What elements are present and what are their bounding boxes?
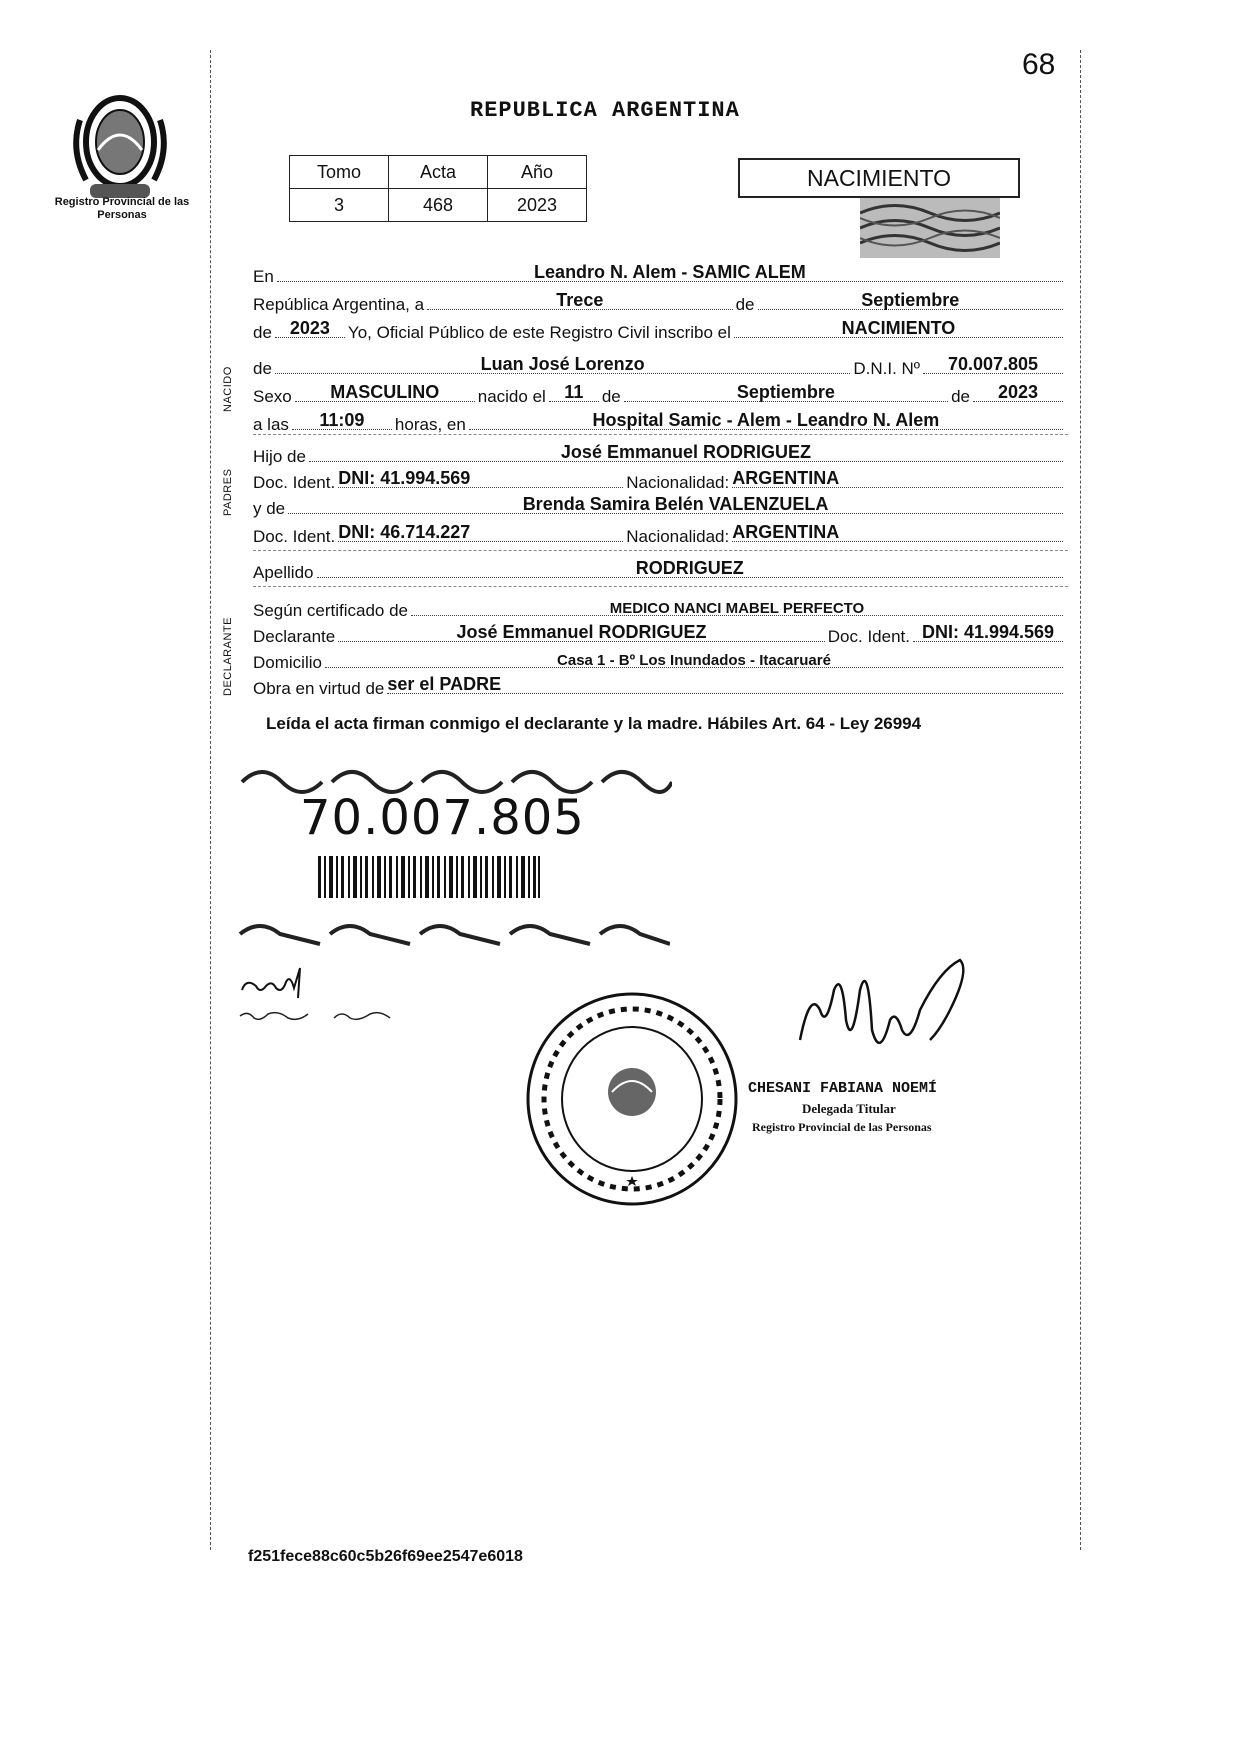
field-lugar xyxy=(469,410,1063,430)
label-de-anio-nac: de xyxy=(951,387,970,406)
label-de-mes-nac: de xyxy=(601,387,621,406)
label-a-las: a las xyxy=(253,415,289,434)
field-certificado xyxy=(411,600,1063,617)
value-obra: ser el PADRE xyxy=(387,674,502,694)
line-domicilio xyxy=(253,646,1066,673)
security-pattern-bottom-icon xyxy=(230,918,670,950)
separator xyxy=(253,434,1068,435)
field-dia xyxy=(427,290,733,310)
section-padres: PADRES xyxy=(222,468,234,516)
label-nacido: nacido el xyxy=(477,387,546,406)
value-padre: José Emmanuel RODRIGUEZ xyxy=(560,442,811,462)
value-mes-nac: Septiembre xyxy=(736,382,835,402)
closing-note: Leída el acta firman conmigo el declarante y la madre. Hábiles Art. 64 - Ley 26994 xyxy=(266,714,922,733)
value-doc-declarante: DNI: 41.994.569 xyxy=(921,622,1055,642)
value-tomo: 3 xyxy=(290,189,389,222)
line-doc-padre xyxy=(253,466,1066,493)
field-madre xyxy=(288,494,1063,514)
page-number: 68 xyxy=(1022,48,1056,81)
document-hash: f251fece88c60c5b26f69ee2547e6018 xyxy=(248,1548,523,1565)
line-madre xyxy=(253,492,1066,519)
label-apellido: Apellido xyxy=(253,563,314,582)
label-dni: D.N.I. Nº xyxy=(853,359,920,378)
value-dni: 70.007.805 xyxy=(947,354,1039,374)
value-dia: Trece xyxy=(556,290,604,310)
official-role: Delegada Titular xyxy=(802,1101,896,1116)
document-title: REPUBLICA ARGENTINA xyxy=(470,98,740,123)
separator xyxy=(253,586,1068,587)
line-certificado xyxy=(253,594,1066,621)
label-domicilio: Domicilio xyxy=(253,653,322,672)
field-obra xyxy=(387,674,1063,694)
line-nombre xyxy=(253,352,1066,379)
label-de-mes: de xyxy=(735,295,755,314)
field-sexo xyxy=(295,382,475,402)
field-nombre xyxy=(275,354,850,374)
field-doc-padre xyxy=(338,468,623,488)
value-hora: 11:09 xyxy=(319,410,365,430)
field-nac-padre xyxy=(732,468,1063,488)
label-certificado: Según certificado de xyxy=(253,601,408,620)
line-obra xyxy=(253,672,1066,699)
line-padre xyxy=(253,440,1066,467)
field-mes-nac xyxy=(624,382,948,402)
value-nombre: Luan José Lorenzo xyxy=(480,354,645,374)
label-obra: Obra en virtud de xyxy=(253,679,385,698)
field-padre xyxy=(309,442,1063,462)
header-anio: Año xyxy=(488,156,587,189)
label-republica: República Argentina, a xyxy=(253,295,425,314)
serial-number: 70.007.805 xyxy=(300,790,585,846)
field-doc-declarante xyxy=(913,622,1063,642)
value-sexo: MASCULINO xyxy=(330,382,440,402)
field-nac-madre xyxy=(732,522,1063,542)
value-apellido: RODRIGUEZ xyxy=(635,558,744,578)
header-tomo: Tomo xyxy=(290,156,389,189)
record-table xyxy=(289,155,587,222)
value-anio-inscripcion: 2023 xyxy=(289,318,330,338)
value-certificado: MEDICO NANCI MABEL PERFECTO xyxy=(609,600,865,617)
value-nac-madre: ARGENTINA xyxy=(732,522,840,542)
mother-signature-icon xyxy=(238,1006,408,1026)
value-anio: 2023 xyxy=(488,189,587,222)
declarant-signature-icon xyxy=(238,958,318,1008)
official-seal-icon xyxy=(522,990,742,1208)
label-y-de: y de xyxy=(253,499,286,518)
label-en: En xyxy=(253,267,274,286)
label-declarante: Declarante xyxy=(253,627,336,646)
value-doc-padre: DNI: 41.994.569 xyxy=(338,468,471,488)
line-fecha xyxy=(253,288,1066,315)
barcode-icon xyxy=(318,856,540,898)
official-signature-icon xyxy=(790,950,980,1080)
label-nac-madre: Nacionalidad: xyxy=(626,527,730,546)
label-horas: horas, en xyxy=(394,415,466,434)
label-doc-madre: Doc. Ident. xyxy=(253,527,336,546)
registry-label: Registro Provincial de las Personas xyxy=(54,196,190,221)
value-anio-nac: 2023 xyxy=(997,382,1039,402)
label-doc-declarante: Doc. Ident. xyxy=(827,627,910,646)
label-inscribo: Yo, Oficial Público de este Registro Civil inscribo el xyxy=(347,323,731,342)
value-tipo-inscripcion: NACIMIENTO xyxy=(841,318,956,338)
right-margin-rule xyxy=(1080,50,1081,1550)
official-organization: Registro Provincial de las Personas xyxy=(752,1120,932,1134)
value-nac-padre: ARGENTINA xyxy=(732,468,840,488)
field-hora xyxy=(292,410,392,430)
act-type-box: NACIMIENTO xyxy=(738,158,1020,198)
field-anio-nac xyxy=(973,382,1063,402)
value-en: Leandro N. Alem - SAMIC ALEM xyxy=(534,262,806,282)
value-madre: Brenda Samira Belén VALENZUELA xyxy=(522,494,829,514)
official-name: CHESANI FABIANA NOEMÍ xyxy=(748,1080,938,1097)
field-dni xyxy=(923,354,1063,374)
hologram-stamp-icon xyxy=(860,198,1000,258)
line-doc-madre xyxy=(253,520,1066,547)
line-en xyxy=(253,260,1066,287)
field-en xyxy=(277,262,1063,282)
line-hora xyxy=(253,408,1066,435)
label-nac-padre: Nacionalidad: xyxy=(626,473,730,492)
value-lugar: Hospital Samic - Alem - Leandro N. Alem xyxy=(592,410,940,430)
field-domicilio xyxy=(325,652,1063,669)
value-acta: 468 xyxy=(389,189,488,222)
separator xyxy=(253,550,1068,551)
header-acta: Acta xyxy=(389,156,488,189)
field-tipo xyxy=(734,318,1063,338)
left-margin-rule xyxy=(210,50,211,1550)
line-declarante xyxy=(253,620,1066,647)
line-apellido xyxy=(253,556,1066,583)
value-mes: Septiembre xyxy=(861,290,960,310)
value-declarante: José Emmanuel RODRIGUEZ xyxy=(456,622,707,642)
field-mes xyxy=(758,290,1064,310)
line-inscribo xyxy=(253,316,1066,343)
field-doc-madre xyxy=(338,522,623,542)
section-declarante: DECLARANTE xyxy=(222,617,234,696)
label-hijo-de: Hijo de xyxy=(253,447,306,466)
label-de-anio: de xyxy=(253,323,272,342)
label-doc-padre: Doc. Ident. xyxy=(253,473,336,492)
field-apellido xyxy=(317,558,1064,578)
value-dia-nac: 11 xyxy=(564,382,584,402)
field-declarante xyxy=(338,622,825,642)
label-sexo: Sexo xyxy=(253,387,292,406)
value-doc-madre: DNI: 46.714.227 xyxy=(338,522,471,542)
field-dia-nac xyxy=(549,382,599,402)
line-sexo xyxy=(253,380,1066,407)
label-de-nombre: de xyxy=(253,359,272,378)
field-anio xyxy=(275,318,345,338)
value-domicilio: Casa 1 - Bº Los Inundados - Itacaruaré xyxy=(557,652,831,669)
section-nacido: NACIDO xyxy=(222,366,234,412)
